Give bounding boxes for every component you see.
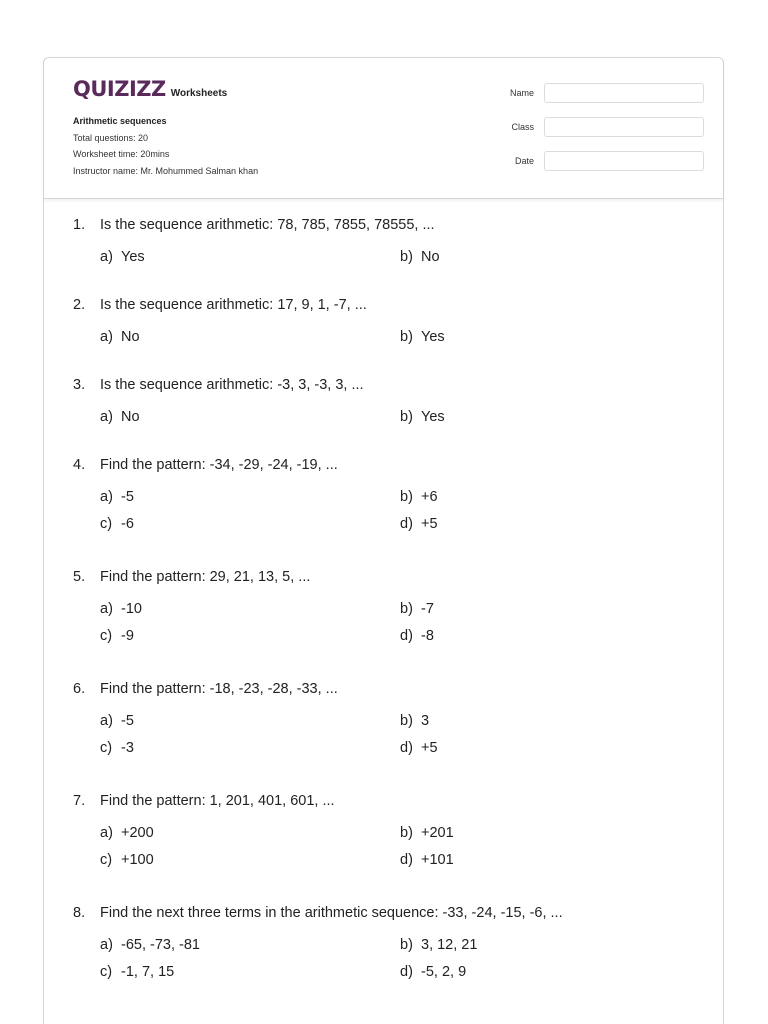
option-letter: b) — [400, 489, 413, 505]
option-letter: c) — [100, 740, 113, 756]
question-2 — [73, 290, 673, 370]
question-5 — [73, 562, 673, 674]
answer-option[interactable] — [400, 404, 700, 431]
option-letter: c) — [100, 964, 113, 980]
question-spacer — [73, 650, 673, 674]
answer-option[interactable] — [100, 708, 400, 735]
name-label: Name — [509, 88, 534, 98]
question-number: 7. — [73, 793, 86, 809]
question-7 — [73, 786, 673, 898]
question-text — [73, 210, 673, 240]
date-field-row — [484, 150, 704, 172]
name-field-row — [484, 82, 704, 104]
worksheet-time: Worksheet time: 20mins — [73, 149, 170, 159]
worksheet-meta — [73, 113, 258, 179]
question-number: 3. — [73, 377, 86, 393]
option-letter: a) — [100, 249, 113, 265]
answer-option[interactable] — [100, 596, 400, 623]
option-text: -3 — [121, 740, 134, 756]
option-letter: c) — [100, 628, 113, 644]
option-letter: a) — [100, 409, 113, 425]
option-letter: b) — [400, 713, 413, 729]
question-text — [73, 786, 673, 816]
option-text: No — [121, 409, 140, 425]
question-number: 1. — [73, 217, 86, 233]
option-text: No — [121, 329, 140, 345]
answer-option[interactable] — [400, 244, 700, 271]
question-prompt: Is the sequence arithmetic: -3, 3, -3, 3, ... — [100, 377, 364, 393]
option-letter: a) — [100, 601, 113, 617]
option-text: 3, 12, 21 — [421, 937, 478, 953]
instructor-name: Instructor name: Mr. Mohummed Salman khan — [73, 165, 259, 176]
option-text: -8 — [421, 628, 434, 644]
answer-option[interactable] — [400, 708, 700, 735]
option-letter: b) — [400, 825, 413, 841]
option-text: -1, 7, 15 — [121, 964, 175, 980]
option-text: -5, 2, 9 — [421, 964, 467, 980]
option-text: Yes — [421, 409, 445, 425]
question-number: 5. — [73, 569, 86, 585]
option-text: -5 — [121, 713, 134, 729]
question-text — [73, 898, 673, 928]
class-input[interactable] — [544, 117, 704, 137]
question-spacer — [73, 271, 673, 290]
answer-option[interactable] — [100, 735, 400, 762]
option-letter: d) — [400, 740, 413, 756]
answer-option[interactable] — [100, 820, 400, 847]
answer-options — [73, 324, 673, 351]
option-text: No — [421, 249, 440, 265]
answer-option[interactable] — [400, 484, 700, 511]
option-letter: b) — [400, 329, 413, 345]
question-spacer — [73, 986, 673, 1010]
answer-option[interactable] — [100, 244, 400, 271]
question-6 — [73, 674, 673, 786]
option-letter: d) — [400, 628, 413, 644]
option-text: +101 — [421, 852, 454, 868]
option-text: -9 — [121, 628, 134, 644]
answer-option[interactable] — [400, 932, 700, 959]
question-text — [73, 674, 673, 704]
answer-option[interactable] — [100, 404, 400, 431]
name-input[interactable] — [544, 83, 704, 103]
answer-option[interactable] — [100, 932, 400, 959]
question-prompt: Find the next three terms in the arithmetic sequence: -33, -24, -15, -6, ... — [100, 905, 563, 921]
question-text — [73, 370, 673, 400]
option-letter: c) — [100, 516, 113, 532]
option-letter: d) — [400, 516, 413, 532]
option-letter: b) — [400, 937, 413, 953]
option-letter: a) — [100, 489, 113, 505]
option-letter: b) — [400, 249, 413, 265]
answer-option[interactable] — [400, 847, 700, 874]
answer-option[interactable] — [100, 484, 400, 511]
answer-option[interactable] — [400, 596, 700, 623]
option-text: -10 — [121, 601, 142, 617]
date-label: Date — [514, 156, 534, 166]
answer-option[interactable] — [100, 623, 400, 650]
question-spacer — [73, 351, 673, 370]
option-text: Yes — [421, 329, 445, 345]
question-prompt: Find the pattern: 29, 21, 13, 5, ... — [100, 569, 311, 585]
class-label: Class — [511, 122, 534, 132]
option-letter: d) — [400, 852, 413, 868]
answer-option[interactable] — [100, 847, 400, 874]
question-text — [73, 450, 673, 480]
brand — [73, 77, 227, 101]
date-input[interactable] — [544, 151, 704, 171]
answer-option[interactable] — [400, 324, 700, 351]
option-text: +5 — [421, 516, 438, 532]
question-spacer — [73, 431, 673, 450]
worksheet-header — [44, 58, 723, 199]
question-1 — [73, 210, 673, 290]
option-text: +5 — [421, 740, 438, 756]
question-list — [73, 210, 673, 1010]
option-text: 3 — [421, 713, 430, 729]
question-prompt: Find the pattern: -18, -23, -28, -33, ... — [100, 681, 338, 697]
option-letter: b) — [400, 409, 413, 425]
option-text: +200 — [121, 825, 154, 841]
question-3 — [73, 370, 673, 450]
answer-options — [73, 596, 673, 650]
option-text: -6 — [121, 516, 134, 532]
answer-option[interactable] — [400, 959, 700, 986]
class-field-row — [484, 116, 704, 138]
option-text: -7 — [421, 601, 434, 617]
worksheet-title: Arithmetic sequences — [73, 116, 167, 126]
student-fields — [484, 82, 704, 184]
option-letter: d) — [400, 964, 413, 980]
question-4 — [73, 450, 673, 562]
total-questions: Total questions: 20 — [73, 132, 149, 143]
answer-options — [73, 932, 673, 986]
answer-option[interactable] — [400, 511, 700, 538]
question-prompt: Is the sequence arithmetic: 17, 9, 1, -7, ... — [100, 297, 367, 313]
question-text — [73, 562, 673, 592]
option-text: +201 — [421, 825, 454, 841]
option-letter: a) — [100, 825, 113, 841]
question-spacer — [73, 762, 673, 786]
question-number: 4. — [73, 457, 86, 473]
answer-option[interactable] — [100, 324, 400, 351]
answer-option[interactable] — [400, 735, 700, 762]
answer-options — [73, 820, 673, 874]
option-letter: a) — [100, 329, 113, 345]
question-spacer — [73, 874, 673, 898]
question-text — [73, 290, 673, 320]
question-number: 6. — [73, 681, 86, 697]
answer-options — [73, 404, 673, 431]
option-letter: c) — [100, 852, 113, 868]
answer-option[interactable] — [400, 820, 700, 847]
option-letter: a) — [100, 713, 113, 729]
answer-options — [73, 708, 673, 762]
answer-option[interactable] — [100, 959, 400, 986]
option-text: +6 — [421, 489, 438, 505]
option-text: +100 — [121, 852, 154, 868]
question-number: 2. — [73, 297, 86, 313]
quizizz-logo: QUIZIZZ — [73, 77, 166, 101]
question-8 — [73, 898, 673, 1010]
question-prompt: Is the sequence arithmetic: 78, 785, 7855, 78555, ... — [100, 217, 435, 233]
option-letter: a) — [100, 937, 113, 953]
question-spacer — [73, 538, 673, 562]
answer-option[interactable] — [100, 511, 400, 538]
answer-options — [73, 484, 673, 538]
option-text: -65, -73, -81 — [121, 937, 200, 953]
question-prompt: Find the pattern: 1, 201, 401, 601, ... — [100, 793, 335, 809]
option-text: -5 — [121, 489, 134, 505]
option-text: Yes — [121, 249, 145, 265]
logo-subtitle: Worksheets — [170, 88, 228, 99]
question-prompt: Find the pattern: -34, -29, -24, -19, ... — [100, 457, 338, 473]
answer-option[interactable] — [400, 623, 700, 650]
option-letter: b) — [400, 601, 413, 617]
question-number: 8. — [73, 905, 86, 921]
answer-options — [73, 244, 673, 271]
